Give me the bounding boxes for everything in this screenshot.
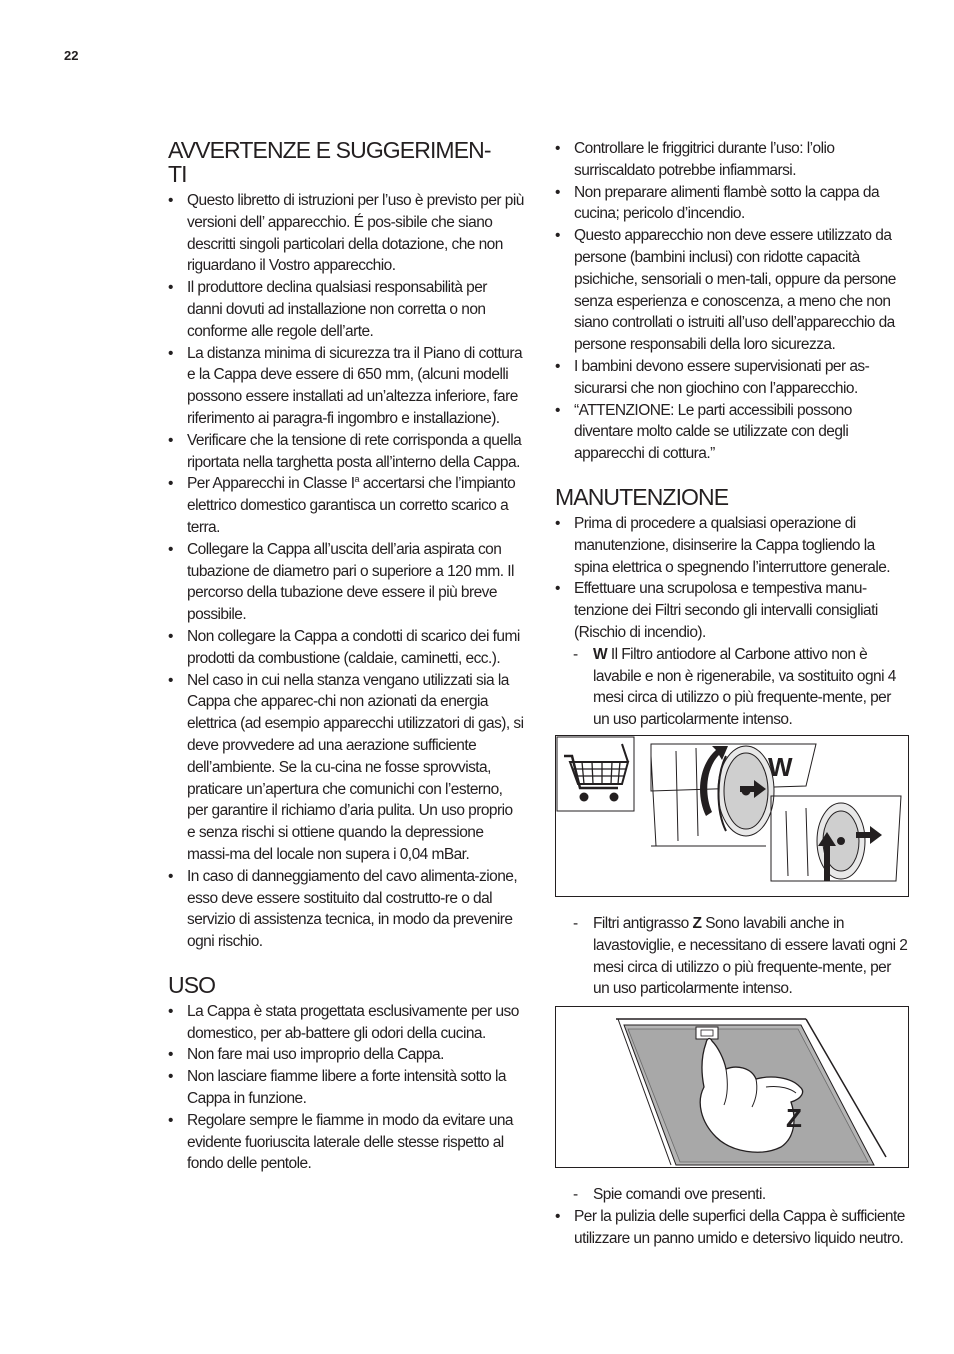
list-item: • “ATTENZIONE: Le parti accessibili possono diventare molto calde se utilizzate con degli apparecchi di cottura.” <box>555 400 909 465</box>
list-item: • Non lasciare fiamme libere a forte intensità sotto la Cappa in funzione. <box>168 1066 524 1110</box>
list-item: • Collegare la Cappa all’uscita dell’aria aspirata con tubazione de diametro pari o superiore a 120 mm. Il percorso della tubazione deve essere il più breve possibile. <box>168 539 524 626</box>
maintenance-list <box>555 513 909 644</box>
page-number: 22 <box>64 48 79 63</box>
list-item: • I bambini devono essere supervisionati per as-sicurarsi che non giochino con l’apparecchio. <box>555 356 909 400</box>
section-title-maintenance: MANUTENZIONE <box>555 483 729 510</box>
grease-filter-illustration <box>556 1007 910 1167</box>
list-item: • La Cappa è stata progettata esclusivamente per uso domestico, per ab-battere gli odori della cucina. <box>168 1001 524 1045</box>
use-list <box>168 1001 524 1175</box>
figure-grease-filter <box>555 1006 909 1168</box>
list-item: • Effettuare una scrupolosa e tempestiva manu-tenzione dei Filtri secondo gli intervalli consigliati (Rischio di incendio). <box>555 578 909 643</box>
list-item: • Per Apparecchi in Classe $I^a$ accertarsi che l’impianto elettrico domestico garantisca un corretto scarico a terra. <box>168 473 524 538</box>
list-item: • Questo libretto di istruzioni per l’uso è previsto per più versioni dell’ apparecchio. É pos-sibile che siano descritti singoli particolari della dotazione, che non riguardano il Vostro apparecchio. <box>168 190 524 277</box>
list-item: • Verificare che la tensione di rete corrisponda a quella riportata nella targhetta posta all’interno della Cappa. <box>168 430 524 474</box>
list-item: • Non fare mai uso improprio della Cappa. <box>168 1044 524 1066</box>
maintenance-list-end <box>555 1206 909 1250</box>
list-item: • Non preparare alimenti flambè sotto la cappa da cucina; pericolo d’incendio. <box>555 182 909 226</box>
list-item: • Regolare sempre le fiamme in modo da evitare una evidente fuoriuscita laterale delle stesse rispetto al fondo delle pentole. <box>168 1110 524 1175</box>
list-item: • Questo apparecchio non deve essere utilizzato da persone (bambini inclusi) con ridotte capacità psichiche, sensoriali o men-tali, oppure da persone senza esperienza e conoscenza, a meno che non siano controllati o istruiti all’uso dell’apparecchio da persone responsabili della loro sicurezza. <box>555 225 909 356</box>
right-column <box>555 138 909 1250</box>
shopping-cart-icon <box>557 737 634 811</box>
section-title-warnings: AVVERTENZE E SUGGERIMEN- TI <box>168 137 491 187</box>
list-item: • Per la pulizia delle superfici della Cappa è sufficiente utilizzare un panno umido e detersivo liquido neutro. <box>555 1206 909 1250</box>
figure-letter-w: W <box>768 751 793 782</box>
section-title-use: USO <box>168 971 216 998</box>
charcoal-filter-illustration <box>556 736 910 896</box>
list-item: • In caso di danneggiamento del cavo alimenta-zione, esso deve essere sostituito dal costrutto-re o dal servizio di assistenza tecnica, in modo da prevenire ogni rischio. <box>168 866 524 953</box>
list-item: • Non collegare la Cappa a condotti di scarico dei fumi prodotti da combustione (caldaie, caminetti, ecc.). <box>168 626 524 670</box>
list-item: • La distanza minima di sicurezza tra il Piano di cottura e la Cappa deve essere di 650 mm, (alcuni modelli possono essere installati ad un’altezza inferiore, fare riferimento ai paragra-fi ingombro e installazione). <box>168 343 524 430</box>
sub-item-charcoal-filter: - W Il Filtro antiodore al Carbone attivo non è lavabile e non è rigenerabile, va sostituito ogni 4 mesi circa di utilizzo o più frequente-mente, per un uso particolarmente intenso. <box>573 645 896 729</box>
figure-letter-z: Z <box>786 1103 802 1134</box>
list-item: • Controllare le friggitrici durante l’uso: l’olio surriscaldato potrebbe infiammarsi. <box>555 138 909 182</box>
figure-charcoal-filter <box>555 735 909 897</box>
list-item: • Nel caso in cui nella stanza vengano utilizzati sia la Cappa che apparec-chi non azionati da energia elettrica (ad esempio apparecchi utilizzatori di gas), si deve provvedere ad una aerazione sufficiente dell’ambiente. Se la cu-cina ne fosse sprovvista, praticare un’apertura che comunichi con l’esterno, per garantire il richiamo d’aria pulita. Un uso proprio e senza rischi si ottiene quando la depressione massi-ma del locale non supera i 0,04 mBar. <box>168 670 524 866</box>
warnings-list <box>168 190 524 953</box>
sub-item-grease-filter: - Filtri antigrasso Z Sono lavabili anche in lavastoviglie, e necessitano di essere lavati ogni 2 mesi circa di utilizzo o più frequente-mente, per un uso particolarmente intenso. <box>573 914 908 998</box>
use-continued-list <box>555 138 909 465</box>
sub-item-lights: - Spie comandi ove presenti. <box>573 1186 766 1204</box>
list-item: • Prima di procedere a qualsiasi operazione di manutenzione, disinserire la Cappa togliendo la spina elettrica o spegnendo l’interruttore generale. <box>555 513 909 578</box>
list-item: • Il produttore declina qualsiasi responsabilità per danni dovuti ad installazione non corretta o non conforme alle regole dell’arte. <box>168 277 524 342</box>
left-column <box>168 138 524 1175</box>
